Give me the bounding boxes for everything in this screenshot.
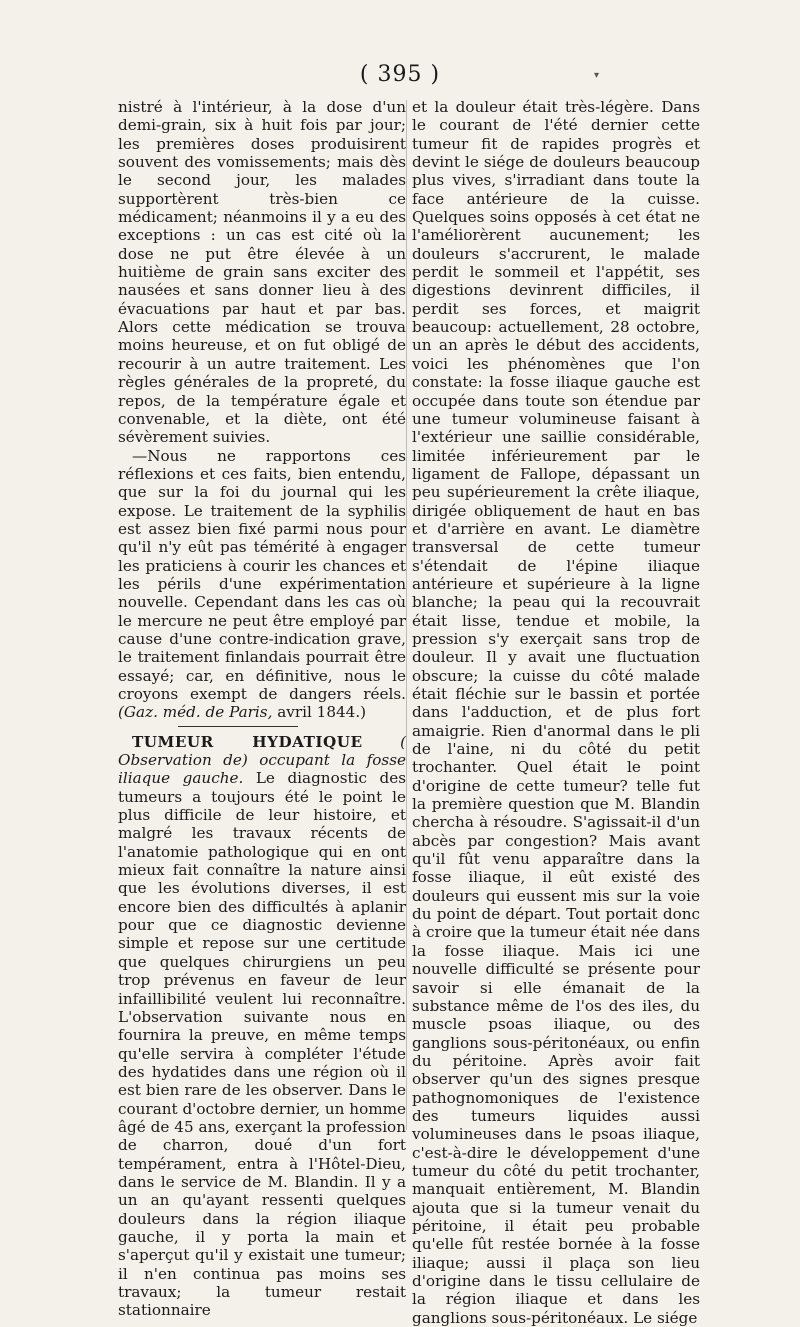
right-paragraph-1: et la douleur était très-légère. Dans le courant de l'été dernier cette tumeur fit de rapides progrès et devint le siége de douleurs beaucoup plus vives, s'irradiant dans toute la face antérieure de la cuisse. Quelques soins opposés à cet état ne l'améliorèrent aucunement; les douleurs s'accrurent, le malade perdit le sommeil et l'appétit, ses digestions devinrent difficiles, il perdit ses forces, et maigrit beaucoup: actuellement, 28 octobre, un an après le début des accidents, voici les phénomènes que l'on constate: la fosse iliaque gauche est occupée dans toute son étendue par une tumeur volumineuse faisant à l'extérieur une saillie considérable, limitée inférieurement par le ligament de Fallope, dépassant un peu supérieurement la crête iliaque, dirigée obliquement de haut en bas et d'arrière en avant. Le diamètre transversal de cette tumeur s'étendait de l'épine iliaque antérieure et supérieure à la ligne blanche; la peau qui la recouvrait était lisse, tendue et mobile, la pression s'y exerçait sans trop de douleur. Il y avait une fluctuation obscure; la cuisse du côté malade était fléchie sur le bassin et portée dans l'adduction, et de plus fort amaigrie. Rien d'anormal dans le pli de l'aine, ni du côté du petit trochanter. Quel était le point d'origine de cette tumeur? telle fut la première question que M. Blandin chercha à résoudre. S'agissait-il d'un abcès par congestion? Mais avant qu'il fût venu apparaître dans la fosse iliaque, il eût existé des douleurs qui eussent mis sur la voie du point de départ. Tout portait donc à croire que la tumeur était née dans la fosse iliaque. Mais ici une nouvelle difficulté se présente pour savoir si elle émanait de la substance même de l'os des iles, du muscle psoas iliaque, ou des ganglions sous-péritonéaux, ou enfin du péritoine. Après avoir fait observer qu'un des signes presque pathognomoniques de l'existence des tumeurs liquides aussi volumineuses dans le psoas iliaque, c'est-à-dire le développement d'une tumeur du côté du petit trochanter, manquait entièrement, M. Blandin ajouta que si la tumeur venait du péritoine, il était peu probable qu'elle fût restée bornée à la fosse iliaque; aussi il plaça son lieu d'origine dans le tissu cellulaire de la région iliaque et dans les ganglions sous-péritonéaux. Le siége: [412, 98, 700, 1327]
right-column: [412, 98, 700, 1327]
citation-date: avril 1844.): [277, 703, 367, 722]
section-subheading: ( Observation de) occupant la fosse iliaque gauche.: [118, 732, 406, 788]
page-number: ( 395 ): [359, 62, 441, 87]
section-rule: [178, 726, 298, 727]
corner-mark: ▾: [594, 70, 600, 81]
left-paragraph-2: [118, 447, 406, 722]
left-paragraph-3-text: Le diagnostic des tumeurs a toujours été le point le plus difficile de leur histoire, et malgré les travaux récents de l'anatomie pathologique qui en ont mieux fait connaître la nature ainsi que les évolutions diverses, il est encore bien des difficultés à aplanir pour que ce diagnostic devienne simple et repose sur une certitude que quelques chirurgiens un peu trop prévenus en faveur de leur infaillibilité veulent lui reconnaître. L'observation suivante nous en fournira la preuve, en même temps qu'elle servira à compléter l'étude des hydatides dans une région où il est bien rare de les observer. Dans le courant d'octobre dernier, un homme âgé de 45 ans, exerçant la profession de charron, doué d'un fort tempérament, entra à l'Hôtel-Dieu, dans le service de M. Blandin. Il y a un an qu'ayant ressenti quelques douleurs dans la région iliaque gauche, il y porta la main et s'aperçut qu'il y existait une tumeur; il n'en continua pas moins ses travaux; la tumeur restait stationnaire: [118, 769, 407, 1320]
section-heading: TUMEUR HYDATIQUE: [132, 732, 363, 751]
left-paragraph-2-text: —Nous ne rapportons ces réflexions et ces faits, bien entendu, que sur la foi du journal qui les expose. Le traitement de la syphilis est assez bien fixé parmi nous pour qu'il n'y eût pas témérité à engager les praticiens à courir les chances et les périls d'une expérimentation nouvelle. Cependant dans les cas où le mercure ne peut être employé par cause d'une contre-indication grave, le traitement finlandais pourrait être essayé; car, en définitive, nous le croyons exempt de dangers réels.: [118, 446, 406, 703]
citation: (Gaz. méd. de Paris,: [118, 703, 273, 722]
left-paragraph-3: [118, 733, 406, 1320]
left-column: [118, 98, 406, 1320]
left-paragraph-1: nistré à l'intérieur, à la dose d'un demi-grain, six à huit fois par jour; les premières doses produisirent souvent des vomissements; mais dès le second jour, les malades supportèrent très-bien ce médicament; néanmoins il y a eu des exceptions : un cas est cité où la dose ne put être élevée à un huitième de grain sans exciter des nausées et sans donner lieu à des évacuations par haut et par bas. Alors cette médication se trouva moins heureuse, et on fut obligé de recourir à un autre traitement. Les règles générales de la propreté, du repos, de la température égale et convenable, et la diète, ont été sévèrement suivies.: [118, 98, 406, 447]
column-divider: [406, 100, 407, 1130]
